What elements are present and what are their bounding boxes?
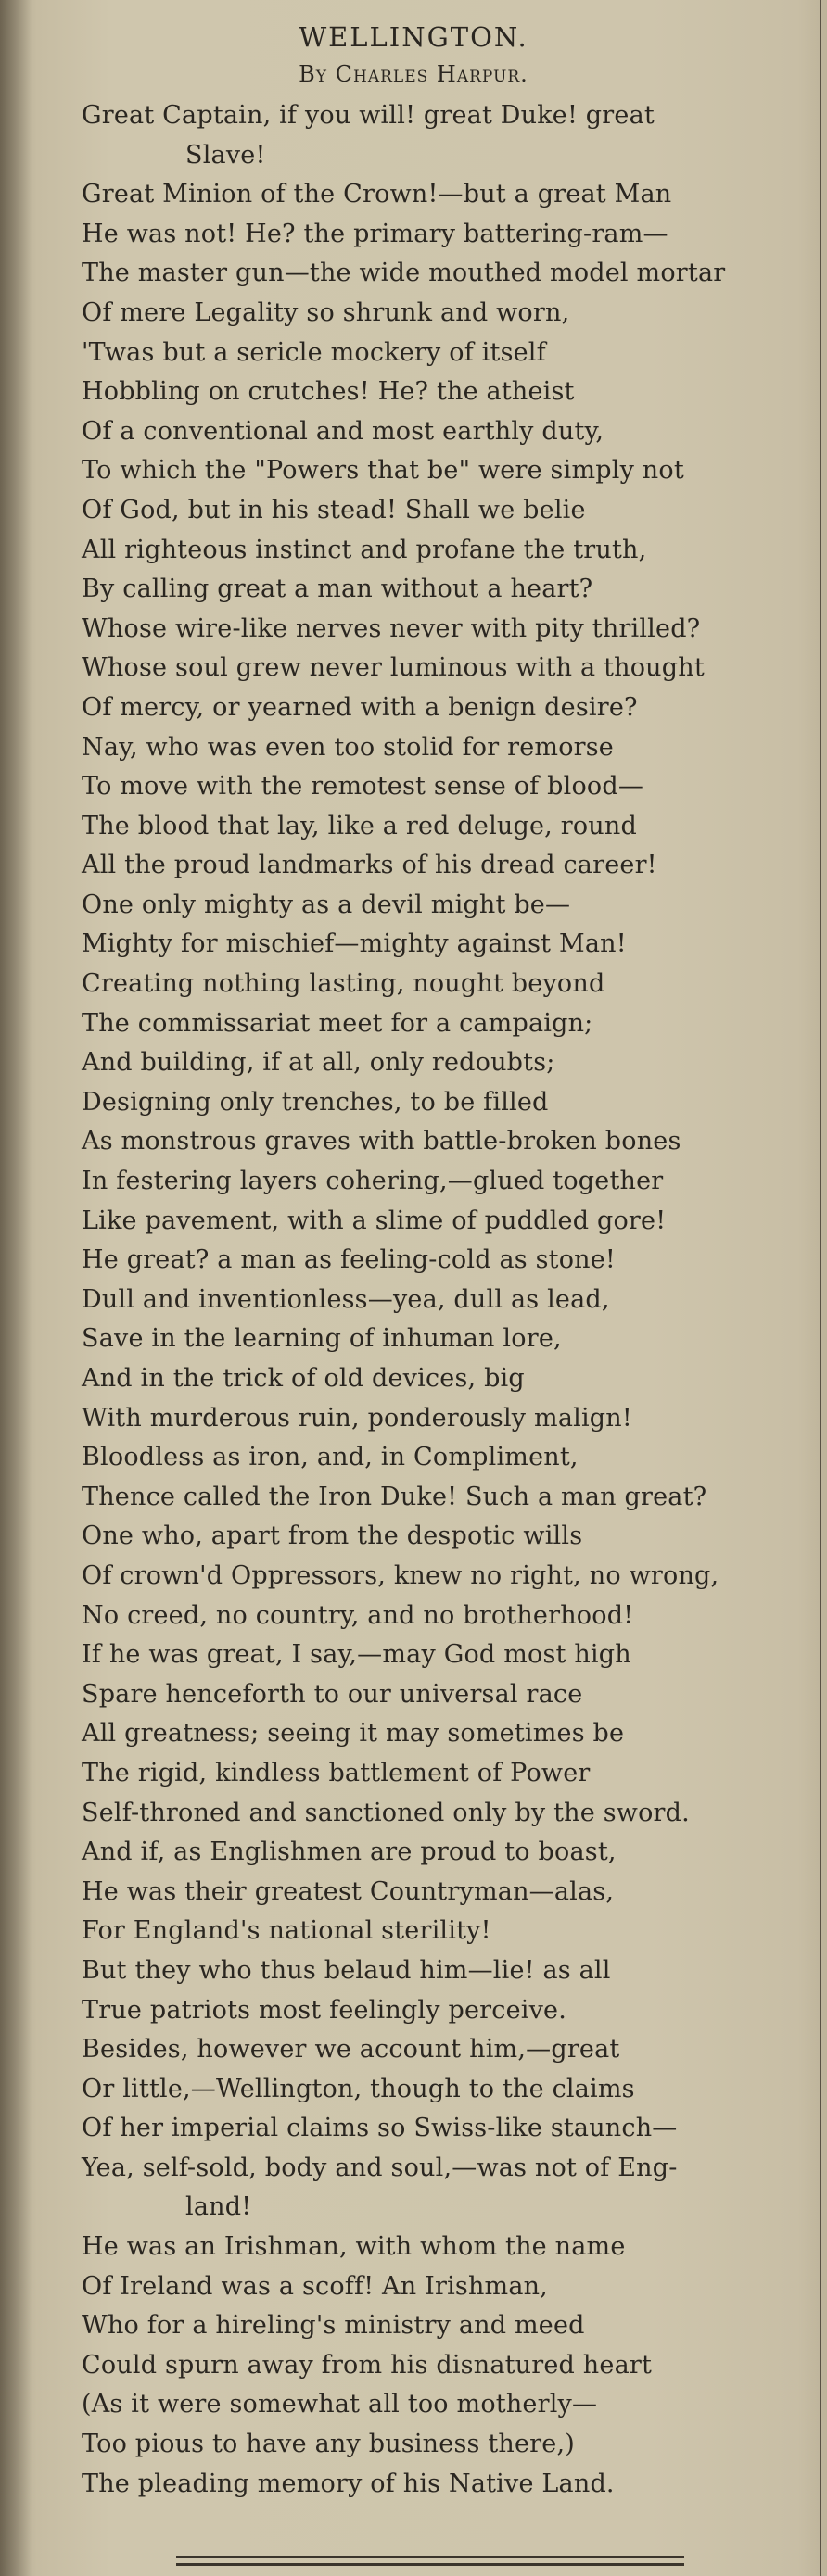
poem-line: The blood that lay, like a red deluge, round — [82, 811, 637, 840]
end-rule — [176, 2556, 684, 2558]
poem-line: Self-throned and sanctioned only by the sword. — [82, 1798, 690, 1827]
poem-line: Nay, who was even too stolid for remorse — [82, 732, 614, 762]
poem-line: And in the trick of old devices, big — [82, 1364, 525, 1393]
poem-line: Of crown'd Oppressors, knew no right, no wrong, — [82, 1560, 719, 1590]
poem-line: For England's national sterility! — [82, 1916, 491, 1946]
poem-line: Creating nothing lasting, nought beyond — [82, 969, 605, 999]
poem-line: One who, apart from the despotic wills — [82, 1522, 583, 1551]
poem-line: One only mighty as a devil might be— — [82, 890, 571, 919]
poem-line: Slave! — [185, 140, 266, 170]
poem-line: Of mere Legality so shrunk and worn, — [82, 297, 570, 327]
poem-line: The commissariat meet for a campaign; — [82, 1008, 593, 1038]
poem-line: Yea, self-sold, body and soul,—was not of Eng- — [82, 2153, 678, 2182]
poem-line: As monstrous graves with battle-broken bones — [82, 1127, 681, 1156]
poem-line: Bloodless as iron, and, in Compliment, — [82, 1443, 579, 1472]
poem-line: 'Twas but a sericle mockery of itself — [82, 337, 546, 367]
poem-line: True patriots most feelingly perceive. — [82, 1995, 567, 2025]
poem-line: And if, as Englishmen are proud to boast, — [82, 1837, 617, 1867]
poem-line: He great? a man as feeling-cold as stone! — [82, 1245, 616, 1275]
poem-line: Of her imperial claims so Swiss-like staunch— — [82, 2114, 678, 2143]
poem-line: land! — [185, 2192, 252, 2222]
poem-line: With murderous ruin, ponderously malign! — [82, 1403, 632, 1433]
poem-line: Whose wire-like nerves never with pity thrilled? — [82, 613, 701, 643]
column-rule — [820, 0, 821, 2576]
poem-line: He was an Irishman, with whom the name — [82, 2232, 626, 2262]
poem-line: Dull and inventionless—yea, dull as lead, — [82, 1284, 610, 1314]
poem-line: Of a conventional and most earthly duty, — [82, 416, 604, 446]
poem-line: Hobbling on crutches! He? the atheist — [82, 377, 575, 407]
binding-gutter-shadow — [0, 0, 32, 2576]
end-rule — [176, 2563, 684, 2566]
poem-line: Or little,—Wellington, though to the claims — [82, 2074, 635, 2103]
poem-line: Who for a hireling's ministry and meed — [82, 2311, 585, 2341]
poem-title: WELLINGTON. — [299, 21, 528, 53]
poem-line: And building, if at all, only redoubts; — [82, 1048, 555, 1078]
poem-line: He was not! He? the primary battering-ram— — [82, 219, 668, 248]
poem-line: Thence called the Iron Duke! Such a man great? — [82, 1482, 707, 1511]
poem-line: If he was great, I say,—may God most high — [82, 1640, 631, 1670]
poem-line: (As it were somewhat all too motherly— — [82, 2390, 598, 2419]
poem-line: All the proud landmarks of his dread career! — [82, 851, 657, 880]
poem-line: All greatness; seeing it may sometimes be — [82, 1719, 625, 1749]
poem-line: He was their greatest Countryman—alas, — [82, 1876, 615, 1906]
poem-line: Great Minion of the Crown!—but a great Man — [82, 180, 672, 209]
poem-line: By calling great a man without a heart? — [82, 575, 593, 604]
poem-line: But they who thus belaud him—lie! as all — [82, 1955, 611, 1985]
poem-line: In festering layers cohering,—glued together — [82, 1167, 664, 1196]
poem-line: To move with the remotest sense of blood— — [82, 772, 644, 802]
poem-line: Like pavement, with a slime of puddled gore! — [82, 1206, 667, 1235]
poem-line: Besides, however we account him,—great — [82, 2035, 620, 2065]
poem-line: Of Ireland was a scoff! An Irishman, — [82, 2271, 549, 2301]
poem-line: Spare henceforth to our universal race — [82, 1679, 583, 1709]
poem-line: Designing only trenches, to be filled — [82, 1087, 549, 1117]
poem-line: Great Captain, if you will! great Duke! great — [82, 101, 655, 130]
poem-line: No creed, no country, and no brotherhood! — [82, 1600, 634, 1630]
poem-line: Too pious to have any business there,) — [82, 2430, 575, 2459]
poem-line: All righteous instinct and profane the truth, — [82, 535, 647, 564]
poem-line: The pleading memory of his Native Land. — [82, 2469, 615, 2498]
poem-line: The master gun—the wide mouthed model mortar — [82, 259, 726, 288]
poem-line: Mighty for mischief—mighty against Man! — [82, 929, 627, 959]
poem-line: Whose soul grew never luminous with a thought — [82, 653, 705, 683]
poem-body — [82, 96, 816, 2504]
poem-line: The rigid, kindless battlement of Power — [82, 1758, 591, 1787]
poem-line: To which the "Powers that be" were simply not — [82, 456, 684, 486]
poem-line: Save in the learning of inhuman lore, — [82, 1324, 562, 1354]
poem-line: Could spurn away from his disnatured heart — [82, 2350, 653, 2380]
poem-byline: By Charles Harpur. — [299, 61, 528, 87]
poem-line: Of God, but in his stead! Shall we belie — [82, 495, 586, 524]
poem-line: Of mercy, or yearned with a benign desire? — [82, 692, 638, 722]
